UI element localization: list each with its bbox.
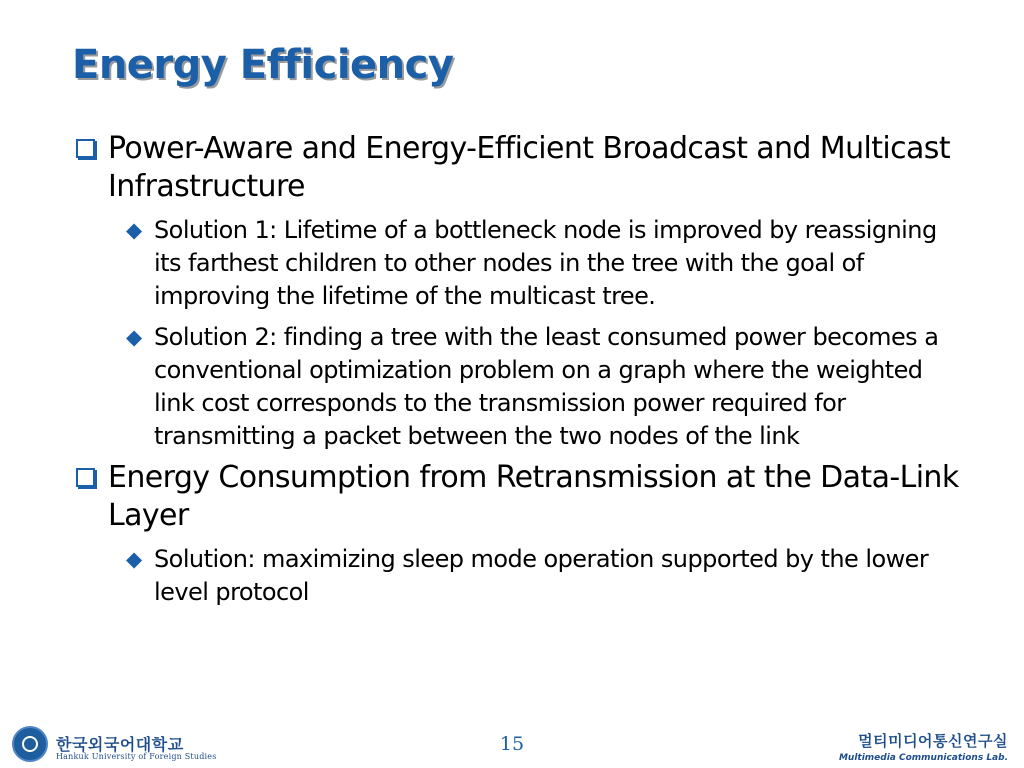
bullet-level1 xyxy=(108,459,964,535)
slide-title: Energy Efficiency xyxy=(72,42,454,88)
diamond-icon: ◆ xyxy=(126,547,143,571)
bullet-level1 xyxy=(108,130,964,206)
slide-body xyxy=(0,130,1024,609)
diamond-icon: ◆ xyxy=(126,218,143,242)
hollow-square-icon xyxy=(76,139,95,158)
bullet-level2 xyxy=(126,214,964,313)
lab-logo xyxy=(839,730,1008,763)
bullet-text: Power-Aware and Energy-Efficient Broadcast and Multicast Infrastructure xyxy=(108,131,950,204)
diamond-icon: ◆ xyxy=(126,325,143,349)
bullet-text: Solution 2: finding a tree with the least consumed power becomes a conventional optimization problem on a graph where the weighted link cost corresponds to the transmission power required for transmitting a packet between the two nodes of the link xyxy=(154,323,939,450)
university-name-english: Hankuk University of Foreign Studies xyxy=(56,752,217,761)
bullet-level2 xyxy=(126,321,964,453)
bullet-text: Energy Consumption from Retransmission at the Data-Link Layer xyxy=(108,460,959,533)
page-number: 15 xyxy=(499,733,525,755)
bullet-text: Solution: maximizing sleep mode operation supported by the lower level protocol xyxy=(154,545,929,606)
hollow-square-icon xyxy=(76,468,95,487)
bullet-text: Solution 1: Lifetime of a bottleneck node is improved by reassigning its farthest children to other nodes in the tree with the goal of improving the lifetime of the multicast tree. xyxy=(154,216,937,310)
lab-name-english: Multimedia Communications Lab. xyxy=(838,753,1008,763)
lab-name-korean: 멀티미디어통신연구실 xyxy=(858,732,1008,750)
university-name-korean: 한국외국어대학교 xyxy=(56,735,184,754)
bullet-level2 xyxy=(126,543,964,609)
